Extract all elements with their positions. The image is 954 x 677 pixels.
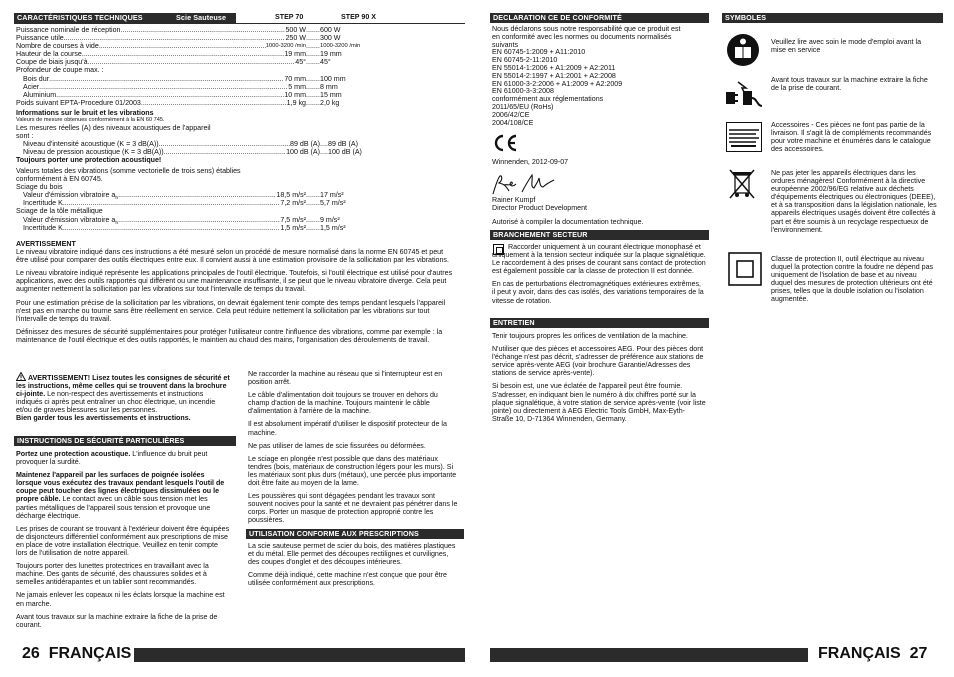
maintenance-para-3: Si besoin est, une vue éclatée de l'appareil peut être fournie. S'adresser, en indiquant bien le numéro à dix chiffres porté sur la plaque signalétique, à votre station de service après-vente (voir liste jointe) ou directement à AEG Electric Tools GmbH, Max-Eyth-Straße 10, D-71364 Winnenden, Germany.: [492, 382, 706, 423]
leader-dots: [306, 224, 320, 232]
spec-value-model-1: 1,9 kg: [286, 98, 306, 107]
maintenance-header: ENTRETIEN: [490, 318, 709, 328]
spec-label: Niveau de pression acoustique (K = 3 dB(A)): [23, 148, 164, 157]
leader-dots: [63, 224, 281, 232]
symbol-text-read-manual: Veuillez lire avec soin le mode d'emploi avant la mise en service: [771, 38, 922, 55]
spec-value-model-2: 19 mm: [320, 50, 342, 59]
col2-para-5: Le sciage en plongée n'est possible que dans des matériaux tendres (bois, matériaux de construction légers pour les murs). Si les matériaux sont plus durs (métaux), une percée plus importante doit être faite au moyen de la lame.: [248, 454, 457, 488]
spec-table: [16, 26, 380, 107]
declaration-line: conformément aux réglementations: [492, 95, 604, 104]
spec-value-model-2: 1,5 m/s²: [320, 223, 346, 232]
spec-value-model-1: 7,5 m/s²: [280, 215, 306, 224]
leader-dots: [306, 83, 320, 91]
spec-row: [16, 34, 380, 42]
spec-value-model-1: 100 dB (A): [286, 148, 320, 157]
spec-row: [16, 99, 380, 107]
spec-value-model-2: 600 W: [320, 26, 341, 34]
spec-label: Coupe de biais jusqu'à: [16, 58, 88, 67]
vibration-warning-block: [16, 240, 457, 349]
leader-dots: [159, 140, 290, 148]
unplug-icon: [724, 78, 764, 115]
intended-use-body: [248, 542, 460, 592]
mains-para-2: En cas de perturbations électromagnétiques extérieures extrêmes, il peut y avoir, dans des cas isolés, des variations temporaires de la vitesse de rotation.: [492, 280, 704, 305]
noise-title: Informations sur le bruit et les vibrations: [16, 109, 154, 117]
spec-value-model-2: 5,7 m/s²: [320, 199, 346, 208]
vibration-warning-para-4: Définissez des mesures de sécurité supplémentaires pour protéger l'utilisateur contre l'influence des vibrations, comme par exemple : la maintenance de l'outil électrique et des outils rapportés, le maintien au chaud des mains, l'organisation des déroulements de travail.: [16, 327, 443, 344]
intended-use-para-2: Comme déjà indiqué, cette machine n'est conçue que pour être utilisée conformément aux prescriptions.: [248, 571, 447, 588]
safety-instructions-body: [16, 450, 230, 634]
spec-value-model-1: 1000-3200 /min: [265, 43, 306, 50]
declaration-line: suivants: [492, 40, 519, 49]
symbol-text-unplug: Avant tous travaux sur la machine extraire la fiche de la prise de courant.: [771, 76, 928, 93]
intended-use-header: UTILISATION CONFORME AUX PRESCRIPTIONS: [246, 529, 464, 539]
spec-row: [16, 42, 380, 50]
maintenance-para-2: N'utiliser que des pièces et accessoires AEG. Pour des pièces dont l'échange n'est pas décrit, s'adresser de préférence aux stations de service après-vente AEG (voir brochure Garantie/Adresses des stations de service après-vente).: [492, 345, 704, 378]
spec-label: Valeur d'émission vibratoire $a_h$: [23, 215, 119, 224]
safety-column-2: [248, 370, 460, 530]
vibration-row: [16, 216, 380, 224]
vibration-row: [16, 199, 380, 207]
leader-dots: [141, 99, 287, 107]
spec-label: Puissance nominale de réception: [16, 26, 121, 34]
leader-dots: [164, 148, 287, 156]
vibration-warning-para-1: Le niveau vibratoire indiqué dans ces instructions a été mesuré selon un procédé de mesure normalisé dans la norme EN 60745 et peut être utilisé pour comparer des outils électriques entre eux. Il convient aussi à une estimation provisoire de la sollicitation par les vibrations.: [16, 248, 449, 265]
mains-para-1: Raccorder uniquement à un courant électrique monophasé et uniquement à la tension secteur indiquée sur la plaque signalétique. Le raccordement à des prises de courant sans contact de protection est également possible car la classe de protection II est donnée.: [492, 243, 706, 276]
leader-dots: [306, 216, 320, 224]
declaration-line: EN 60745-1:2009 + A11:2010: [492, 48, 586, 57]
noise-row: [16, 148, 388, 156]
spec-value-model-2: 1000-3200 /min: [320, 43, 361, 50]
spec-value-model-1: 1,5 m/s²: [280, 223, 306, 232]
safety-para-3: Les prises de courant se trouvant à l'extérieur doivent être équipées de disjoncteurs différentiel conformément aux prescriptions de mise en place de votre installation électrique. Veuillez en tenir compte lors de l'utilisation de notre appareil.: [16, 524, 230, 558]
safety-para-2: [16, 471, 230, 520]
noise-warning: Toujours porter une protection acoustique!: [16, 156, 162, 165]
symbol-text-accessories: Accessoires - Ces pièces ne font pas partie de la livraison. Il s'agit là de compléments recommandés pour votre machine et énumérés dans le catalogue des accessoires.: [771, 121, 932, 154]
safety-para-1-bold: Portez une protection acoustique.: [16, 450, 131, 458]
spec-value-model-1: 5 mm: [288, 82, 306, 91]
vibration-wood-title: Sciage du bois: [16, 183, 63, 192]
general-warning-rest: Le non-respect des avertissements et instructions indiqués ci après peut entraîner un choc électrique, un incendie et/ou de graves blessures sur les personnes.: [16, 390, 216, 415]
weee-bin-icon: [726, 167, 758, 206]
declaration-line: EN 55014-1:2006 + A1:2009 + A2:2011: [492, 63, 616, 72]
declaration-line: EN 60745-2-11:2010: [492, 56, 558, 65]
vibration-row: [16, 191, 380, 199]
signer-title: Director Product Development: [492, 204, 588, 213]
declaration-header: DECLARATION CE DE CONFORMITÉ: [490, 13, 709, 23]
spec-value-model-2: [320, 66, 380, 74]
safety-column: [16, 372, 230, 428]
declaration-line: EN 61000-3-2:2006 + A1:2009 + A2:2009: [492, 79, 623, 88]
leader-dots: [306, 91, 320, 99]
place-date: Winnenden, 2012-09-07: [492, 158, 569, 166]
safety-para-4: Toujours porter des lunettes protectrices en travaillant avec la machine. Des gants de sécurité, des chaussures solides et à semelles antidérapantes et un tablier sont recommandés.: [16, 562, 209, 587]
declaration-line: 2006/42/CE: [492, 110, 530, 119]
left-language: FRANÇAIS: [48, 645, 132, 662]
spec-row: [16, 58, 380, 66]
accessories-icon: [726, 122, 762, 157]
tech-specs-title: CARACTÉRISTIQUES TECHNIQUES: [17, 13, 143, 22]
left-page-number: [22, 645, 131, 663]
declaration-line: Nous déclarons sous notre responsabilité que ce produit est: [492, 25, 681, 33]
safety-para-1-rest: L'influence du bruit peut provoquer la surdité.: [16, 450, 208, 467]
leader-dots: [99, 42, 266, 50]
leader-dots: [49, 75, 284, 83]
vibration-metal-table: [16, 216, 380, 232]
leader-dots: [88, 58, 296, 66]
noise-note: Valeurs de mesure obtenues conformément à la EN 60 745.: [16, 117, 165, 124]
spec-label: Bois dur: [23, 74, 50, 83]
model-2-label: STEP 90 X: [341, 13, 376, 21]
declaration-line: 2011/65/EU (RoHs): [492, 102, 554, 111]
noise-intro: Les mesures réelles (A) des niveaux acoustiques de l'appareil sont :: [16, 124, 211, 141]
declaration-line: en conformité avec les normes ou documents normalisés: [492, 32, 672, 41]
spec-value-model-2: 45°: [320, 58, 331, 67]
spec-row: [16, 50, 380, 58]
spec-label: Poids suivant EPTA-Procedure 01/2003: [16, 98, 141, 107]
class-ii-icon: [728, 252, 762, 291]
vibration-metal-title: Sciage de la tôle métallique: [16, 207, 103, 216]
leader-dots: [64, 34, 286, 42]
spec-row: [16, 75, 380, 83]
safety-instructions-header: INSTRUCTIONS DE SÉCURITÉ PARTICULIÈRES: [14, 436, 236, 446]
spec-value-model-1: 250 W: [285, 34, 306, 43]
product-name: Scie Sauteuse: [176, 13, 227, 22]
declaration-line: 2004/108/CE: [492, 118, 534, 127]
leader-dots: [306, 75, 320, 83]
spec-value-model-2: 100 mm: [320, 74, 346, 83]
vibration-section: [16, 167, 380, 232]
read-manual-icon: [726, 33, 760, 72]
right-page-number-value: 27: [909, 645, 928, 662]
spec-value-model-2: 100 dB (A): [328, 148, 362, 157]
right-page-number: [818, 645, 927, 663]
spec-value-model-1: 19 mm: [284, 50, 306, 59]
safety-para-2-bold: Maintenez l'appareil par les surfaces de poignée isolées lorsque vous exécutez des travaux pendant lesquels l'outil de coupe peut toucher des lignes électriques dissimulées ou le propre câble.: [16, 471, 225, 504]
leader-dots: [306, 191, 320, 199]
leader-dots: [306, 34, 320, 42]
leader-dots: [121, 26, 286, 34]
leader-dots: [118, 191, 276, 199]
ce-mark-icon: [492, 133, 518, 158]
symbol-text-weee: Ne pas jeter les appareils électriques dans les ordures ménagères! Conformément à la directive européenne 2002/96/EG relative aux déchets d'équipements électriques ou électroniques (DEEE), et à sa transposition dans la législation nationale, les appareils électriques usagés doivent être collectés à part et être soumis à un recyclage respectueux de l'environnement.: [771, 169, 937, 234]
general-warning-bold: AVERTISSEMENT! Lisez toutes les consignes de sécurité et les instructions, même celles qui se trouvent dans la brochure ci-jointe.: [16, 374, 230, 399]
symbol-text-class-ii: Classe de protection II, outil électrique au niveau duquel la protection contre la foudre ne dépend pas uniquement de l'isolation de base et au niveau duquel des mesures de protection ultérieurs ont été prises, telles que la double isolation ou l'isolation augmentée.: [771, 255, 934, 304]
leader-dots: [39, 83, 288, 91]
spec-label: Puissance utile: [16, 34, 64, 43]
declaration-line: EN 55014-2:1997 + A1:2001 + A2:2008: [492, 71, 616, 80]
left-page-number-value: 26: [22, 645, 40, 662]
spec-value-model-2: 89 dB (A): [328, 140, 358, 149]
vibration-warning-para-3: Pour une estimation précise de la sollicitation par les vibrations, on devrait également tenir compte des temps pendant lesquels l'appareil n'est pas en marche ou tourne sans être réellement en service. Cela peut réduire nettement la sollicitation par les vibrations sur tout l'intervalle de temps du travail.: [16, 298, 446, 323]
declaration-line: EN 61000-3-3:2008: [492, 87, 554, 96]
spec-value-model-2: 17 m/s²: [320, 191, 344, 200]
spec-label: Hauteur de la course: [16, 50, 82, 59]
vibration-warning-title: AVERTISSEMENT: [16, 240, 76, 248]
leader-dots: [118, 216, 280, 224]
spec-value-model-1: 10 mm: [284, 90, 306, 99]
tech-specs-header: [14, 13, 236, 23]
leader-dots: [306, 58, 320, 66]
col2-para-2: Le câble d'alimentation doit toujours se trouver en dehors du champ d'action de la machine. Toujours maintenir le câble d'alimentation à l'arrière de la machine.: [248, 391, 438, 416]
spec-label: Aluminium: [23, 90, 57, 99]
right-language: FRANÇAIS: [818, 645, 901, 662]
mains-header: BRANCHEMENT SECTEUR: [490, 230, 709, 240]
spec-label: Nombre de courses à vide: [16, 42, 99, 51]
col2-para-3: Il est absolument impératif d'utiliser le dispositif protecteur de la machine.: [248, 420, 447, 437]
declaration-body: [492, 26, 706, 127]
general-warning: [16, 372, 230, 423]
spec-row: [16, 91, 380, 99]
tech-header-rule: [14, 23, 465, 24]
spec-row: [16, 26, 380, 34]
spec-value-model-1: 18,5 m/s²: [276, 191, 306, 200]
signer-name: Rainer Kumpf: [492, 196, 536, 204]
vibration-row: [16, 224, 380, 232]
leader-dots: [56, 91, 284, 99]
spec-label: Acier: [23, 82, 40, 91]
vibration-wood-table: [16, 191, 380, 207]
spec-value-model-2: 300 W: [320, 34, 341, 43]
mains-body: [492, 243, 706, 310]
spec-label: Profondeur de coupe max. :: [16, 66, 104, 75]
noise-section: [16, 109, 388, 165]
leader-dots: [306, 99, 320, 107]
spec-row: [16, 66, 380, 74]
spec-value-model-2: 2,0 kg: [320, 98, 340, 107]
leader-dots: [63, 199, 281, 207]
spec-value-model-2: 8 mm: [320, 82, 338, 91]
vibration-intro: Valeurs totales des vibrations (somme vectorielle de trois sens) établies conformément à EN 60745.: [16, 167, 241, 184]
leader-dots: [306, 42, 320, 50]
signer-block: [492, 196, 706, 226]
safety-para-5: Ne jamais enlever les copeaux ni les éclats lorsque la machine est en marche.: [16, 591, 225, 608]
spec-label: Valeur d'émission vibratoire $a_h$: [23, 191, 119, 200]
spec-value-model-2: 15 mm: [320, 90, 342, 99]
leader-dots: [320, 148, 328, 156]
noise-row: [16, 140, 388, 148]
col2-para-1: Ne raccorder la machine au réseau que si l'interrupteur est en position arrêt.: [248, 370, 443, 387]
safety-para-2-rest: Le contact avec un câble sous tension met les parties métalliques de l'appareil sous tension et provoque une décharge électrique.: [16, 495, 211, 520]
spec-label: Niveau d'intensité acoustique (K = 3 dB(A)): [23, 140, 159, 149]
keep-instructions: Bien garder tous les avertissements et instructions.: [16, 414, 191, 423]
maintenance-para-1: Tenir toujours propres les orifices de ventilation de la machine.: [492, 332, 688, 340]
spec-value-model-1: 70 mm: [284, 74, 306, 83]
vibration-warning-para-2: Le niveau vibratoire indiqué représente les applications principales de l'outil électrique. Toutefois, si l'outil électrique est utilisé pour d'autres applications, avec des outils rapportés qui diffèrent ou une maintenance insuffisante, il se peut que le niveau vibratoire diverge. Cela peut augmenter nettement la sollicitation par les vibrations sur tout l'intervalle de temps du travail.: [16, 269, 453, 294]
spec-value-model-1: 89 dB (A): [290, 140, 320, 149]
leader-dots: [320, 140, 328, 148]
warning-triangle-icon: [16, 372, 26, 381]
spec-value-model-1: 45°: [295, 58, 306, 67]
safety-para-1: [16, 450, 230, 466]
spec-row: [16, 83, 380, 91]
model-1-label: STEP 70: [275, 13, 304, 21]
spec-value-model-1: 7,2 m/s²: [280, 199, 306, 208]
spec-value-model-1: 500 W: [285, 26, 306, 34]
symbols-header: SYMBOLES: [722, 13, 943, 23]
leader-dots: [306, 50, 320, 58]
leader-dots: [82, 50, 284, 58]
safety-para-6: Avant tous travaux sur la machine extraire la fiche de la prise de courant.: [16, 612, 218, 629]
col2-para-4: Ne pas utiliser de lames de scie fissurées ou déformées.: [248, 441, 426, 450]
spec-value-model-2: 9 m/s²: [320, 215, 340, 224]
spec-label: Incertitude K: [23, 223, 63, 232]
col2-para-6: Les poussières qui sont dégagées pendant les travaux sont souvent nocives pour la santé et ne devraient pas pénétrer dans le corps. Porter un masque de protection approprié contre les poussières.: [248, 492, 458, 525]
intended-use-para-1: La scie sauteuse permet de scier du bois, des matières plastiques et du métal. Elle permet des découpes rectilignes et curvilignes, des coupes d'onglet et des découpes intérieures.: [248, 542, 456, 567]
leader-dots: [306, 199, 320, 207]
maintenance-body: [492, 332, 706, 428]
noise-table: [16, 140, 388, 156]
leader-dots: [306, 26, 320, 34]
spec-label: Incertitude K: [23, 199, 63, 208]
authorized-note: Autorisé à compiler la documentation technique.: [492, 218, 644, 227]
